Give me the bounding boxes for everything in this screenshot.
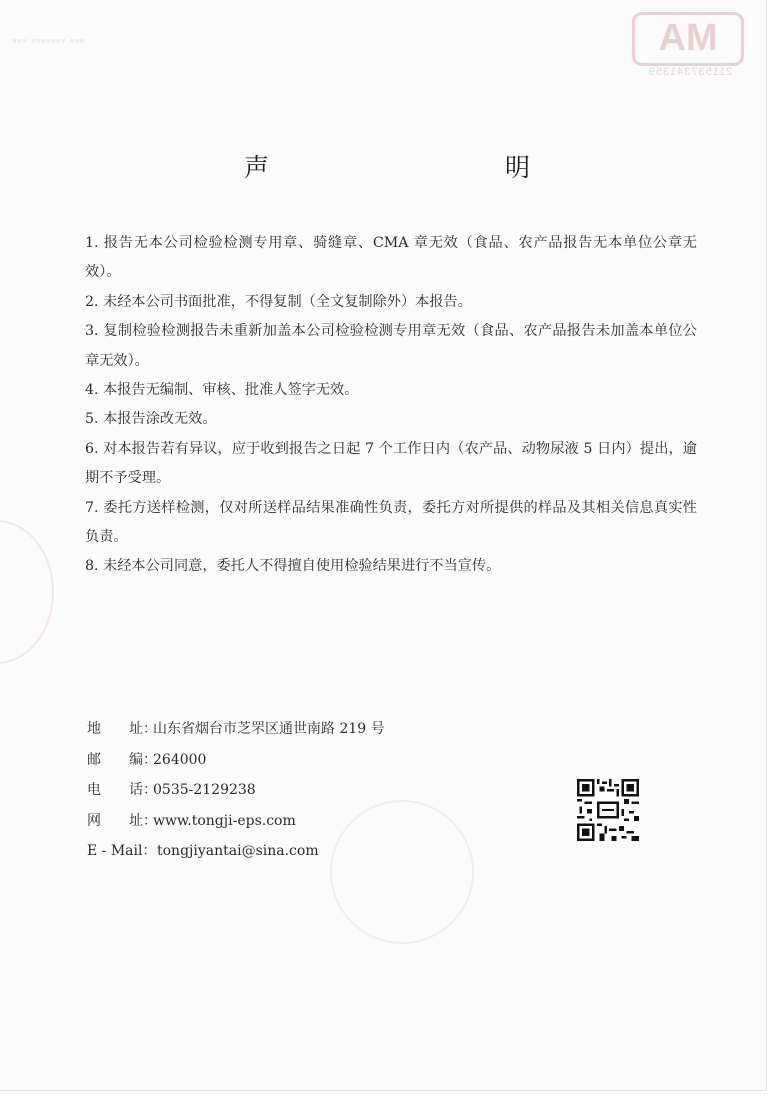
cma-logo-mark: MA (632, 12, 744, 66)
clause-item: 8. 未经本公司同意，委托人不得擅自使用检验结果进行不当宣传。 (85, 558, 501, 575)
clause-item: 4. 本报告无编制、审核、批准人签字无效。 (85, 382, 359, 399)
contact-label: 邮 编： (87, 751, 157, 768)
contact-row-website (87, 808, 507, 839)
contact-value: 264000 (153, 751, 207, 768)
cma-logo (630, 8, 750, 86)
contact-value: www.tongji-eps.com (153, 812, 296, 829)
contact-row-phone (87, 777, 507, 808)
contact-value: 山东省烟台市芝罘区通世南路 219 号 (153, 721, 385, 737)
contact-row-email (87, 838, 507, 869)
cma-logo-number: 211537341359 (647, 66, 733, 78)
clause-item: 3. 复制检验检测报告未重新加盖本公司检验检测专用章无效（食品、农产品报告未加盖本单位公章无效）。 (85, 323, 697, 369)
faint-seal-left (0, 520, 54, 664)
page-title: 声 明 (243, 153, 592, 182)
contact-label: E - Mail： (87, 843, 157, 859)
contact-label: 地 址： (87, 721, 157, 737)
contact-value: tongjiyantai@sina.com (157, 843, 319, 859)
contact-row-postcode (87, 747, 507, 778)
bleed-through-text: ▪▪▪ ▪▪▪▪▪▪▪ ▪▪▪ (12, 32, 85, 48)
qr-code-icon (577, 779, 639, 841)
clause-item: 7. 委托方送样检测，仅对所送样品结果准确性负责，委托方对所提供的样品及其相关信息真实性负责。 (85, 499, 697, 546)
statement-list (85, 229, 697, 582)
contact-value: 0535-2129238 (153, 782, 256, 798)
clause-item: 2. 未经本公司书面批准，不得复制（全文复制除外）本报告。 (85, 293, 472, 310)
clause-item: 1. 报告无本公司检验检测专用章、骑缝章、CMA 章无效（食品、农产品报告无本单位公章无效）。 (85, 235, 697, 281)
contact-label: 电 话： (87, 782, 157, 798)
contact-label: 网 址： (87, 812, 157, 829)
contact-row-address (87, 716, 507, 747)
clause-item: 6. 对本报告若有异议，应于收到报告之日起 7 个工作日内（农产品、动物尿液 5 日内）提出，逾期不予受理。 (85, 440, 697, 487)
contact-info (87, 716, 507, 869)
clause-item: 5. 本报告涂改无效。 (85, 411, 217, 428)
